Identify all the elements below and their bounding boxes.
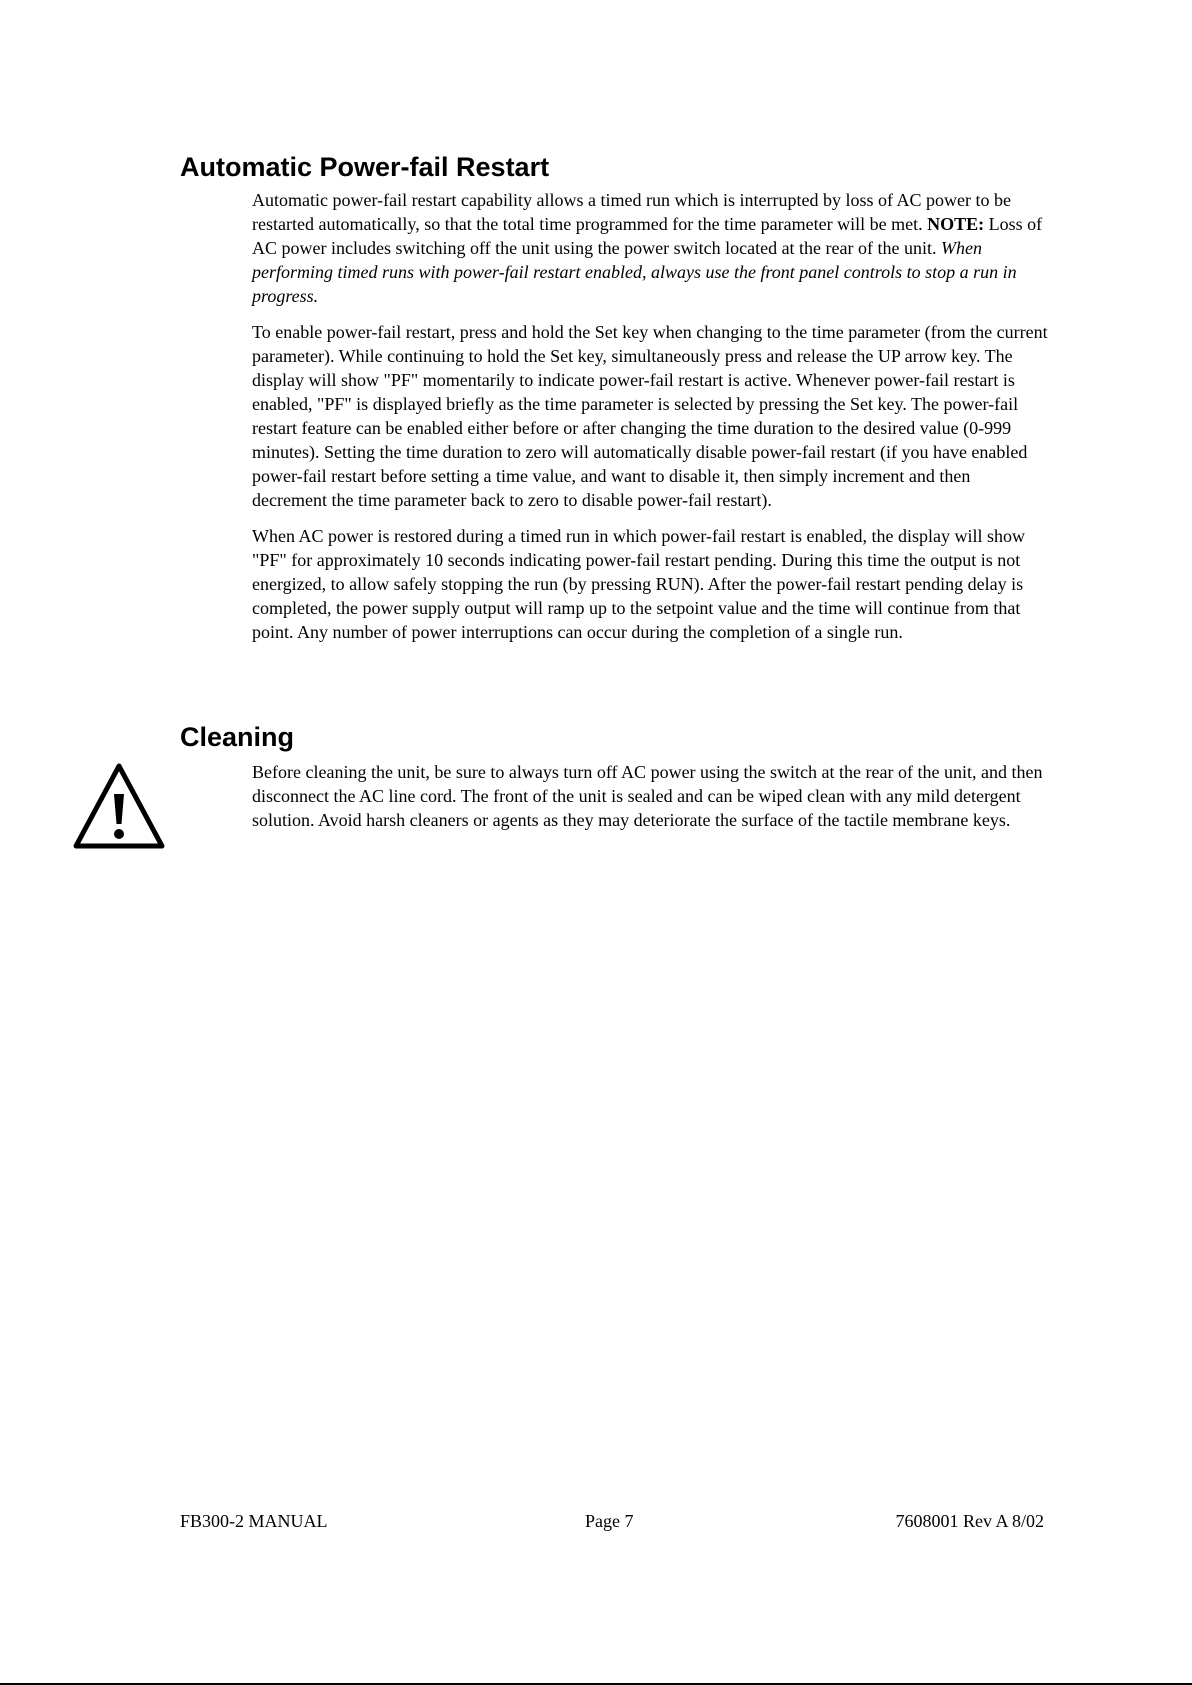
section-title-power-fail: Automatic Power-fail Restart xyxy=(180,152,550,182)
cleaning-paragraph: Before cleaning the unit, be sure to always turn off AC power using the switch at the rear of the unit, and then disconnect the AC line cord. The front of the unit is sealed and can be wiped clean with any mild detergent solution. Avoid harsh cleaners or agents as they may deteriorate the surface of the tactile membrane keys. xyxy=(252,762,1043,830)
footer-page-number: Page 7 xyxy=(585,1511,634,1531)
power-fail-body xyxy=(252,188,1048,656)
cleaning-body xyxy=(252,760,1048,844)
power-fail-paragraph-1 xyxy=(252,188,1048,308)
paragraph-text: Loss of AC power includes switching off the unit using the power switch located at the rear of the unit. xyxy=(252,214,1043,258)
italic-warning-text: When performing timed runs with power-fail restart enabled, always use the front panel controls to stop a run in progress. xyxy=(252,238,1017,306)
footer-manual-name: FB300-2 MANUAL xyxy=(180,1511,328,1531)
warning-triangle-icon xyxy=(70,760,168,852)
paragraph-text: Automatic power-fail restart capability allows a timed run which is interrupted by loss of AC power to be restarted automatically, so that the total time programmed for the time parameter will be met. xyxy=(252,190,1011,234)
power-fail-paragraph-2: To enable power-fail restart, press and hold the Set key when changing to the time parameter (from the current parameter). While continuing to hold the Set key, simultaneously press and release the UP arrow key. The display will show "PF" momentarily to indicate power-fail restart is active. Whenever power-fail restart is enabled, "PF" is displayed briefly as the time parameter is selected by pressing the Set key. The power-fail restart feature can be enabled either before or after changing the time duration to the desired value (0-999 minutes). Setting the time duration to zero will automatically disable power-fail restart (if you have enabled power-fail restart before setting a time value, and want to disable it, then simply increment and then decrement the time parameter back to zero to disable power-fail restart). xyxy=(252,322,1048,510)
note-label: NOTE: xyxy=(927,214,985,234)
footer-document-revision: 7608001 Rev A 8/02 xyxy=(895,1511,1044,1531)
power-fail-paragraph-3: When AC power is restored during a timed run in which power-fail restart is enabled, the display will show "PF" for approximately 10 seconds indicating power-fail restart pending. During this time the output is not energized, to allow safely stopping the run (by pressing RUN). After the power-fail restart pending delay is completed, the power supply output will ramp up to the setpoint value and the time will continue from that point. Any number of power interruptions can occur during the completion of a single run. xyxy=(252,526,1025,642)
section-title-cleaning: Cleaning xyxy=(180,722,295,752)
